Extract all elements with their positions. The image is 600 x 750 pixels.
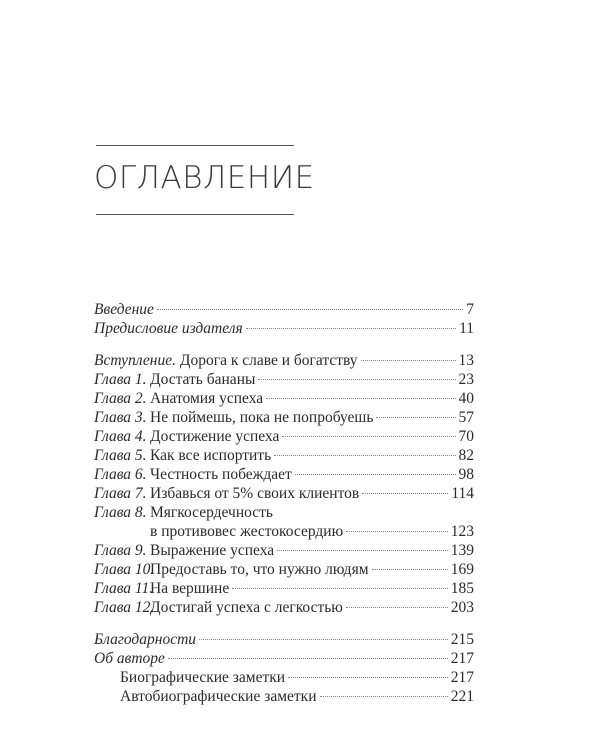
toc-entry-page: 221 xyxy=(450,688,474,705)
chapter-page: 23 xyxy=(458,371,474,388)
leader-dots xyxy=(282,436,455,437)
toc-entry-label: Об авторе xyxy=(94,650,165,667)
chapter-title: На вершине xyxy=(150,580,230,597)
toc-entry-chapter-5[interactable] xyxy=(94,446,474,465)
toc-entry-label: Предисловие издателя xyxy=(94,320,243,337)
page-title: ОГЛАВЛЕНИЕ xyxy=(94,160,315,196)
chapter-title-cont: в противовес жестокосердию xyxy=(150,523,344,540)
chapter-page: 114 xyxy=(451,485,474,502)
chapter-number: Глава 7. xyxy=(94,485,147,502)
leader-dots xyxy=(346,607,448,608)
chapter-number: Глава 2. xyxy=(94,390,147,407)
chapter-page: 185 xyxy=(450,580,474,597)
chapter-title: Избавься от 5% своих клиентов xyxy=(150,485,360,502)
leader-dots xyxy=(288,677,448,678)
toc-entry-autobiographical-notes[interactable] xyxy=(120,687,474,706)
chapter-title: Мягкосердечность xyxy=(150,504,273,521)
chapter-number: Глава 11. xyxy=(94,580,154,597)
toc-entry-introduction[interactable] xyxy=(94,300,474,319)
toc-entry-label-italic: Вступление. xyxy=(94,352,177,369)
toc-entry-chapter-3[interactable] xyxy=(94,408,474,427)
chapter-title: Достигай успеха с легкостью xyxy=(150,599,343,616)
toc-entry-page: 217 xyxy=(450,669,474,686)
chapter-page: 82 xyxy=(458,447,474,464)
toc-entry-publisher-preface[interactable] xyxy=(94,319,474,338)
leader-dots xyxy=(361,360,456,361)
chapter-page: 203 xyxy=(450,599,474,616)
leader-dots xyxy=(277,550,448,551)
chapter-page: 123 xyxy=(450,523,474,540)
chapter-title: Предоставь то, что нужно людям xyxy=(150,561,369,578)
leader-dots xyxy=(199,639,448,640)
chapter-number: Глава 5. xyxy=(94,447,147,464)
leader-dots xyxy=(258,379,455,380)
leader-dots xyxy=(168,658,448,659)
chapter-title: Не поймешь, пока не попробуешь xyxy=(150,409,374,426)
chapter-page: 57 xyxy=(458,409,474,426)
leader-dots xyxy=(266,398,455,399)
toc-entry-chapter-7[interactable] xyxy=(94,484,474,503)
chapter-number: Глава 4. xyxy=(94,428,147,445)
chapter-title: Анатомия успеха xyxy=(150,390,264,407)
chapter-number: Глава 1. xyxy=(94,371,147,388)
toc-entry-chapter-11[interactable] xyxy=(94,579,474,598)
toc-entry-label: Введение xyxy=(94,301,154,318)
toc-entry-chapter-8-cont[interactable] xyxy=(150,522,474,541)
chapter-title: Как все испортить xyxy=(150,447,272,464)
leader-dots xyxy=(157,309,463,310)
chapter-title: Выражение успеха xyxy=(150,542,275,559)
toc-entry-chapter-1[interactable] xyxy=(94,370,474,389)
leader-dots xyxy=(295,474,456,475)
toc-entry-chapter-12[interactable] xyxy=(94,598,474,617)
chapter-title: Честность побеждает xyxy=(150,466,292,483)
toc-entry-label: Благодарности xyxy=(94,631,197,648)
toc-entry-chapter-6[interactable] xyxy=(94,465,474,484)
toc-entry-chapter-9[interactable] xyxy=(94,541,474,560)
chapter-number: Глава 3. xyxy=(94,409,147,426)
chapter-page: 98 xyxy=(458,466,474,483)
chapter-number: Глава 9. xyxy=(94,542,147,559)
toc-entry-page: 11 xyxy=(459,320,474,337)
title-rule-top xyxy=(96,145,294,146)
toc-entry-foreword[interactable] xyxy=(94,351,474,370)
leader-dots xyxy=(376,417,455,418)
title-rule-bottom xyxy=(96,214,294,215)
toc-entry-chapter-10[interactable] xyxy=(94,560,474,579)
chapter-number: Глава 12. xyxy=(94,599,155,616)
toc-entry-chapter-8[interactable] xyxy=(94,503,474,522)
toc-entry-label xyxy=(94,351,358,370)
chapter-title: Достижение успеха xyxy=(150,428,280,445)
chapter-number: Глава 8. xyxy=(94,504,147,521)
leader-dots xyxy=(346,531,448,532)
chapter-page: 70 xyxy=(458,428,474,445)
toc-entry-chapter-2[interactable] xyxy=(94,389,474,408)
leader-dots xyxy=(320,696,448,697)
chapter-page: 169 xyxy=(450,561,474,578)
chapter-title: Достать бананы xyxy=(150,371,256,388)
chapter-page: 40 xyxy=(458,390,474,407)
toc-entry-acknowledgements[interactable] xyxy=(94,630,474,649)
toc-entry-label: Биографические заметки xyxy=(120,669,286,686)
toc-entry-page: 215 xyxy=(450,631,474,648)
chapter-page: 139 xyxy=(450,542,474,559)
toc-entry-page: 217 xyxy=(450,650,474,667)
leader-dots xyxy=(372,569,448,570)
toc-entry-label: Автобиографические заметки xyxy=(120,688,317,705)
toc-entry-biographical-notes[interactable] xyxy=(120,668,474,687)
toc-entry-chapter-4[interactable] xyxy=(94,427,474,446)
toc-entry-about-author[interactable] xyxy=(94,649,474,668)
leader-dots xyxy=(246,328,456,329)
leader-dots xyxy=(232,588,448,589)
toc-entry-page: 13 xyxy=(458,352,474,369)
toc-entry-page: 7 xyxy=(466,301,474,318)
leader-dots xyxy=(274,455,455,456)
chapter-number: Глава 10. xyxy=(94,561,155,578)
chapter-number: Глава 6. xyxy=(94,466,147,483)
toc-entry-label-text: Дорога к славе и богатству xyxy=(179,352,358,369)
leader-dots xyxy=(362,493,448,494)
